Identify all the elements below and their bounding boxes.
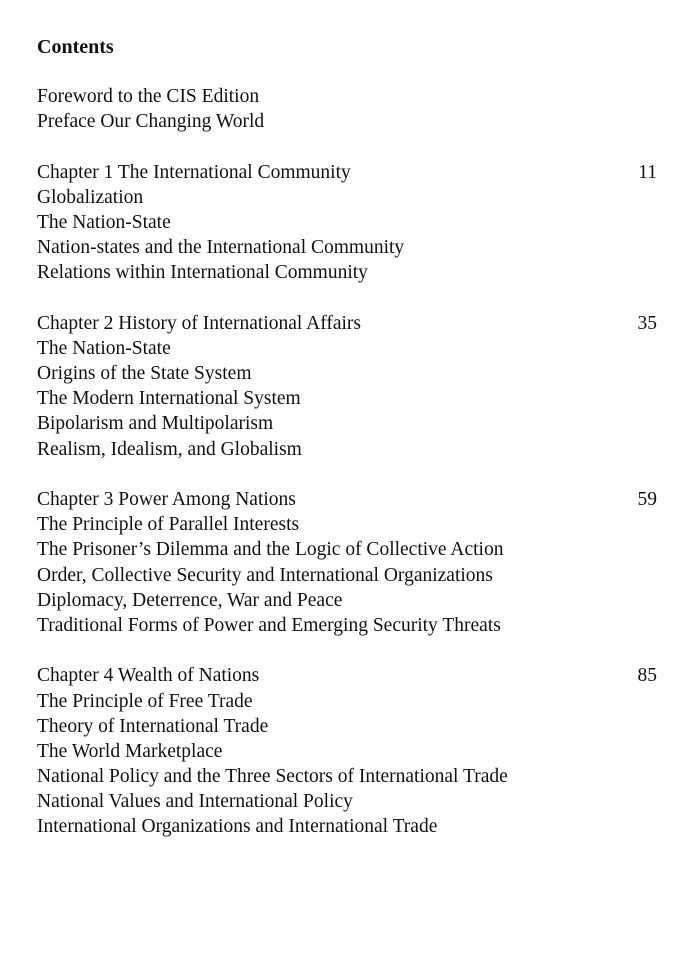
section-entry: International Organizations and International Trade [37, 816, 438, 838]
chapter-2-block [37, 311, 657, 462]
section-entry: Origins of the State System [37, 363, 252, 385]
section-entry: The Principle of Free Trade [37, 690, 253, 712]
chapter-1-title: Chapter 1 The International Community [37, 161, 351, 183]
chapter-4-title: Chapter 4 Wealth of Nations [37, 665, 260, 687]
front-matter [37, 84, 657, 134]
section-entry: Traditional Forms of Power and Emerging Security Threats [37, 614, 501, 636]
chapter-2-page-number: 35 [637, 312, 657, 334]
chapter-3-page-number: 59 [637, 489, 657, 510]
section-entry: The World Marketplace [37, 740, 223, 762]
chapter-2-title: Chapter 2 History of International Affairs [37, 312, 362, 334]
section-entry: National Policy and the Three Sectors of International Trade [37, 766, 508, 788]
chapter-1-block [37, 160, 657, 286]
section-entry: The Nation-State [37, 337, 171, 359]
contents-page [37, 34, 657, 865]
preface-entry: Preface Our Changing World [37, 111, 265, 133]
section-entry: Relations within International Community [37, 262, 368, 284]
chapter-2-entry [37, 311, 657, 336]
section-entry: The Modern International System [37, 388, 301, 410]
chapter-3-title: Chapter 3 Power Among Nations [37, 489, 296, 510]
chapter-3-entry [37, 487, 657, 512]
section-entry: Theory of International Trade [37, 715, 269, 737]
chapter-4-block [37, 663, 657, 839]
section-entry: Globalization [37, 186, 144, 208]
section-entry: Nation-states and the International Community [37, 237, 405, 259]
foreword-entry: Foreword to the CIS Edition [37, 86, 260, 107]
section-entry: Realism, Idealism, and Globalism [37, 438, 302, 460]
section-entry: The Prisoner’s Dilemma and the Logic of Collective Action [37, 539, 504, 561]
section-entry: The Nation-State [37, 211, 171, 233]
section-entry: Bipolarism and Multipolarism [37, 413, 274, 435]
chapter-3-block [37, 487, 657, 638]
chapter-4-page-number: 85 [637, 665, 657, 687]
contents-heading: Contents [37, 36, 114, 58]
section-entry: Order, Collective Security and International Organizations [37, 564, 493, 586]
section-entry: National Values and International Policy [37, 791, 353, 813]
chapter-1-page-number: 11 [638, 161, 657, 183]
chapter-1-entry [37, 160, 657, 185]
section-entry: Diplomacy, Deterrence, War and Peace [37, 589, 343, 611]
chapter-4-entry [37, 663, 657, 688]
section-entry: The Principle of Parallel Interests [37, 514, 300, 536]
